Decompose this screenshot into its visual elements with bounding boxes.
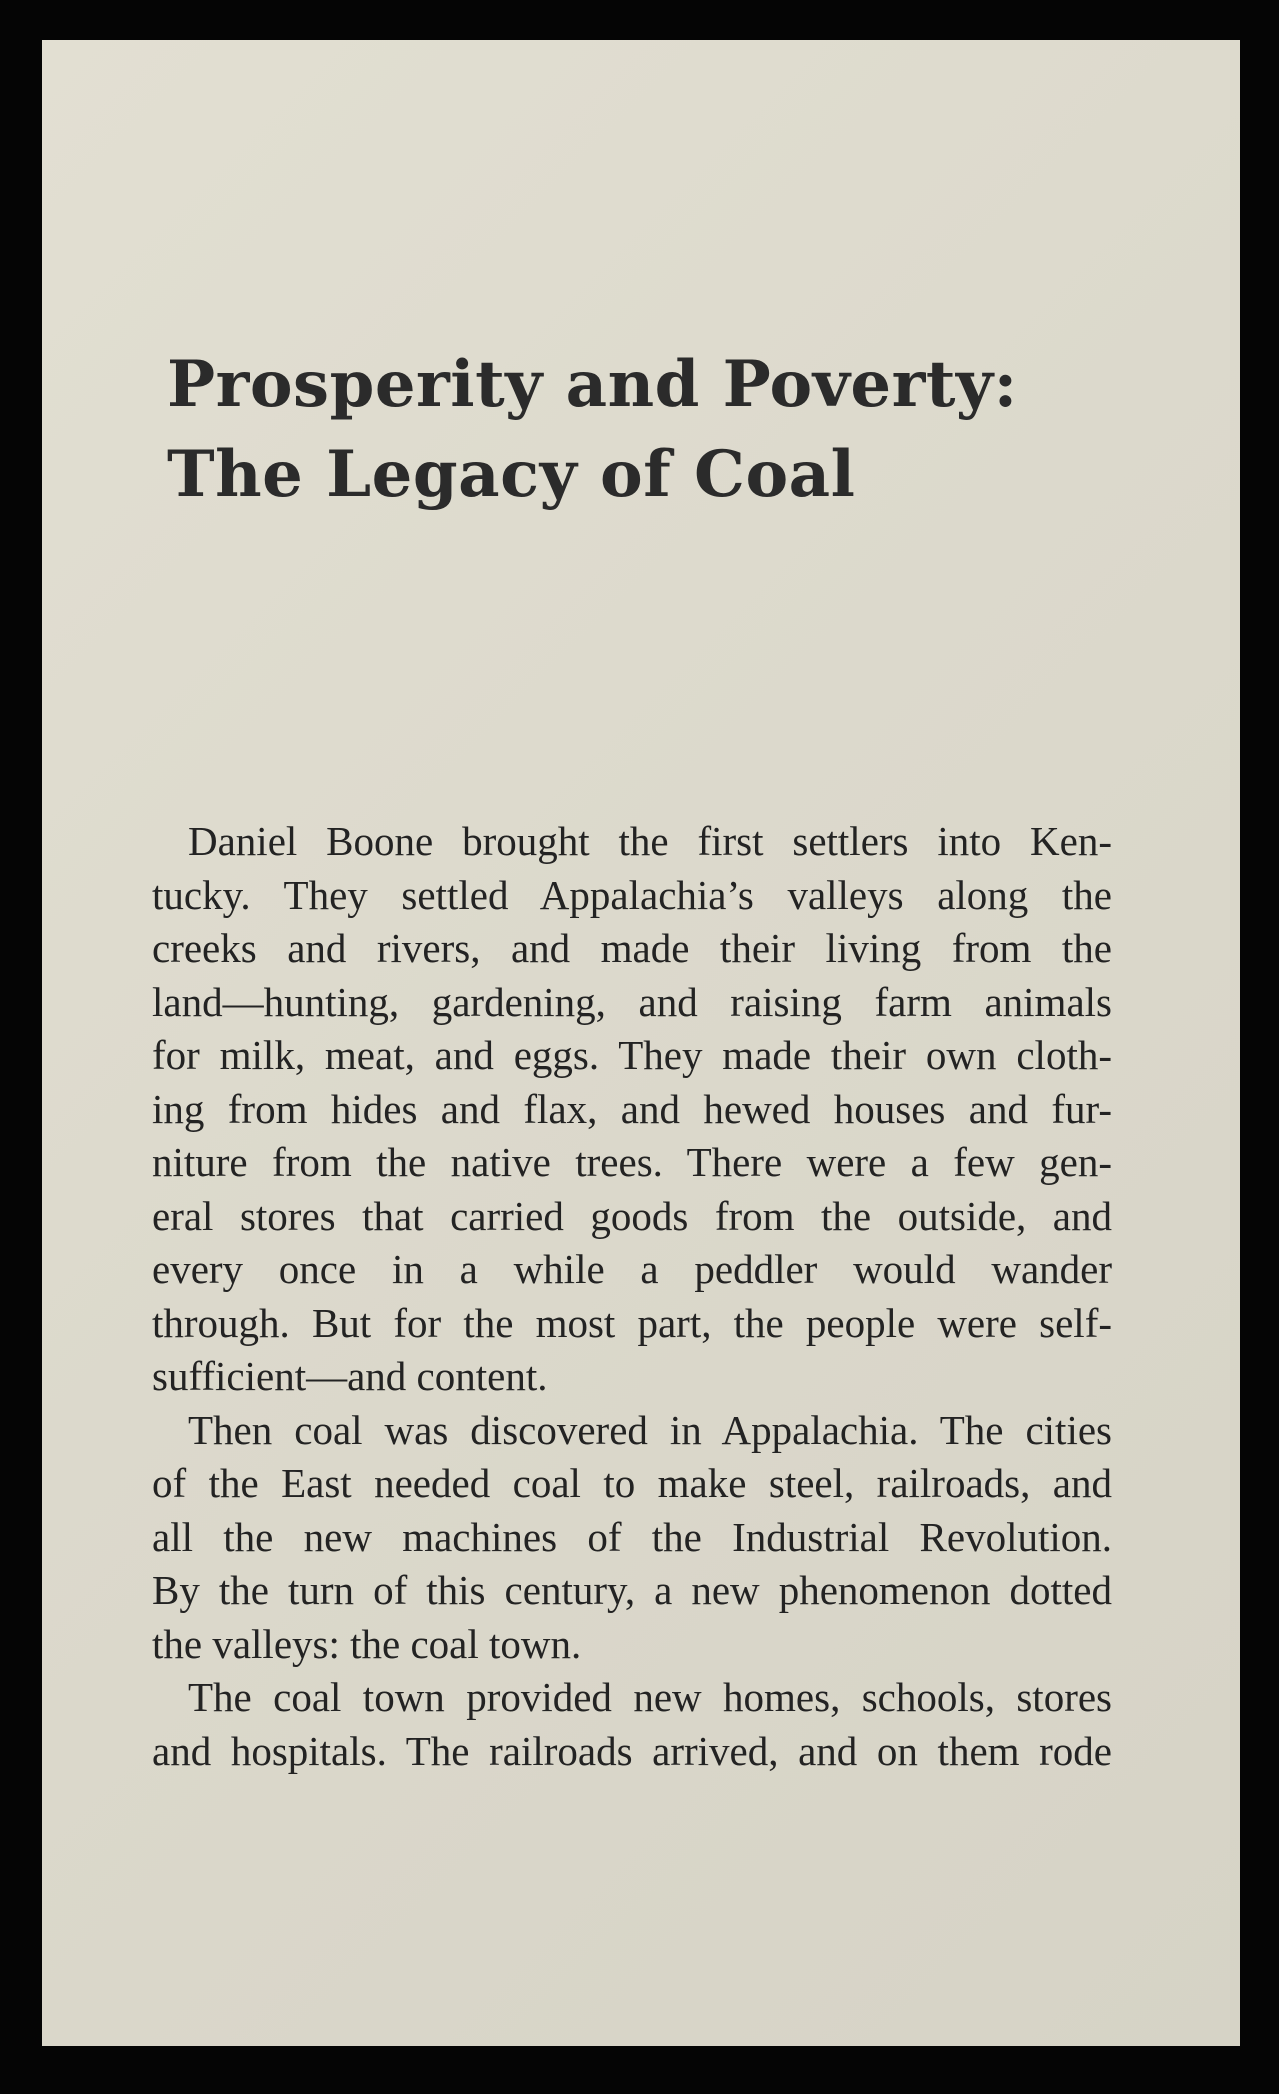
paragraph-3: [152, 1671, 1112, 1778]
text-line: for milk, meat, and eggs. They made their own cloth-: [152, 1032, 1112, 1078]
text-line: creeks and rivers, and made their living from the: [152, 925, 1112, 971]
text-line: The coal town provided new homes, schools, stores: [188, 1674, 1112, 1720]
text-line: land—hunting, gardening, and raising farm animals: [152, 978, 1112, 1025]
text-line: sufficient—and content.: [152, 1353, 548, 1399]
text-line: ing from hides and flax, and hewed houses and fur-: [152, 1085, 1112, 1132]
paragraph-2: [152, 1404, 1112, 1672]
text-line: through. But for the most part, the people were self-: [152, 1299, 1112, 1346]
chapter-title: [167, 340, 1167, 520]
text-line: all the new machines of the Industrial Revolution.: [152, 1513, 1112, 1560]
text-line: eral stores that carried goods from the outside, and: [152, 1192, 1112, 1239]
text-line: tucky. They settled Appalachia’s valleys along the: [152, 871, 1112, 918]
text-line: Then coal was discovered in Appalachia. The cities: [188, 1406, 1112, 1453]
chapter-title-line-2: The Legacy of Coal: [167, 437, 856, 512]
text-line: of the East needed coal to make steel, railroads, and: [152, 1460, 1112, 1506]
text-line: and hospitals. The railroads arrived, and on them rode: [152, 1727, 1112, 1774]
paragraph-1: [152, 815, 1112, 1404]
chapter-title-line-1: Prosperity and Poverty:: [167, 347, 1018, 422]
text-line: Daniel Boone brought the first settlers into Ken-: [188, 818, 1112, 864]
text-line: every once in a while a peddler would wander: [152, 1246, 1112, 1292]
book-page: [42, 40, 1240, 2046]
body-text: [152, 815, 1112, 1778]
text-line: the valleys: the coal town.: [152, 1620, 582, 1667]
text-line: By the turn of this century, a new phenomenon dotted: [152, 1567, 1112, 1613]
text-line: niture from the native trees. There were a few gen-: [152, 1139, 1112, 1185]
